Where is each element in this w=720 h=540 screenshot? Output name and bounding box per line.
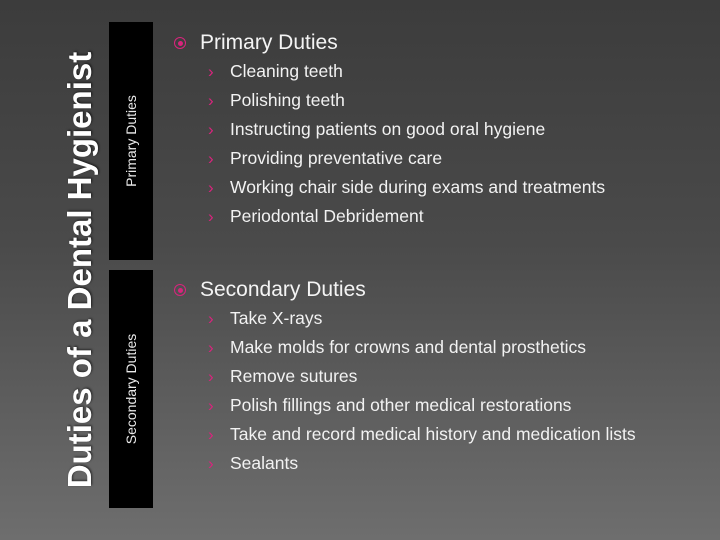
chevron-right-icon: ›	[208, 178, 214, 197]
list-item: › Periodontal Debridement	[208, 206, 424, 226]
chevron-right-icon: ›	[208, 62, 214, 81]
slide-title: Duties of a Dental Hygienist	[61, 51, 98, 489]
slide-title-container	[52, 28, 108, 512]
primary-duties-side-box	[109, 22, 153, 260]
secondary-duties-heading-row	[172, 277, 692, 303]
chevron-right-icon: ›	[208, 207, 214, 226]
chevron-right-icon: ›	[208, 367, 214, 386]
secondary-duties-side-box	[109, 270, 153, 508]
chevron-right-icon: ›	[208, 91, 214, 110]
secondary-duties-section	[172, 277, 692, 481]
chevron-right-icon: ›	[208, 120, 214, 139]
chevron-right-icon: ›	[208, 396, 214, 415]
list-item: › Take X-rays	[208, 308, 323, 328]
primary-duties-heading-row	[172, 30, 692, 56]
list-item: › Instructing patients on good oral hygiene	[208, 119, 546, 139]
list-item: › Take and record medical history and medication lists	[208, 424, 636, 444]
circle-bullet-icon	[174, 284, 186, 296]
primary-duties-side-label: Primary Duties	[123, 95, 139, 187]
list-item: › Sealants	[208, 453, 299, 473]
chevron-right-icon: ›	[208, 149, 214, 168]
secondary-duties-list	[172, 307, 692, 475]
primary-duties-section	[172, 30, 692, 234]
list-item: › Make molds for crowns and dental prosthetics	[208, 337, 586, 357]
primary-duties-list	[172, 60, 692, 228]
list-item: › Polish fillings and other medical restorations	[208, 395, 572, 415]
chevron-right-icon: ›	[208, 454, 214, 473]
list-item: › Cleaning teeth	[208, 61, 343, 81]
list-item: › Polishing teeth	[208, 90, 345, 110]
secondary-duties-heading: Secondary Duties	[200, 278, 366, 301]
primary-duties-heading: Primary Duties	[200, 31, 338, 54]
chevron-right-icon: ›	[208, 338, 214, 357]
list-item: › Working chair side during exams and treatments	[208, 177, 606, 197]
list-item: › Providing preventative care	[208, 148, 443, 168]
secondary-duties-side-label: Secondary Duties	[123, 333, 139, 445]
circle-bullet-icon	[174, 37, 186, 49]
list-item: › Remove sutures	[208, 366, 358, 386]
chevron-right-icon: ›	[208, 425, 214, 444]
chevron-right-icon: ›	[208, 309, 214, 328]
